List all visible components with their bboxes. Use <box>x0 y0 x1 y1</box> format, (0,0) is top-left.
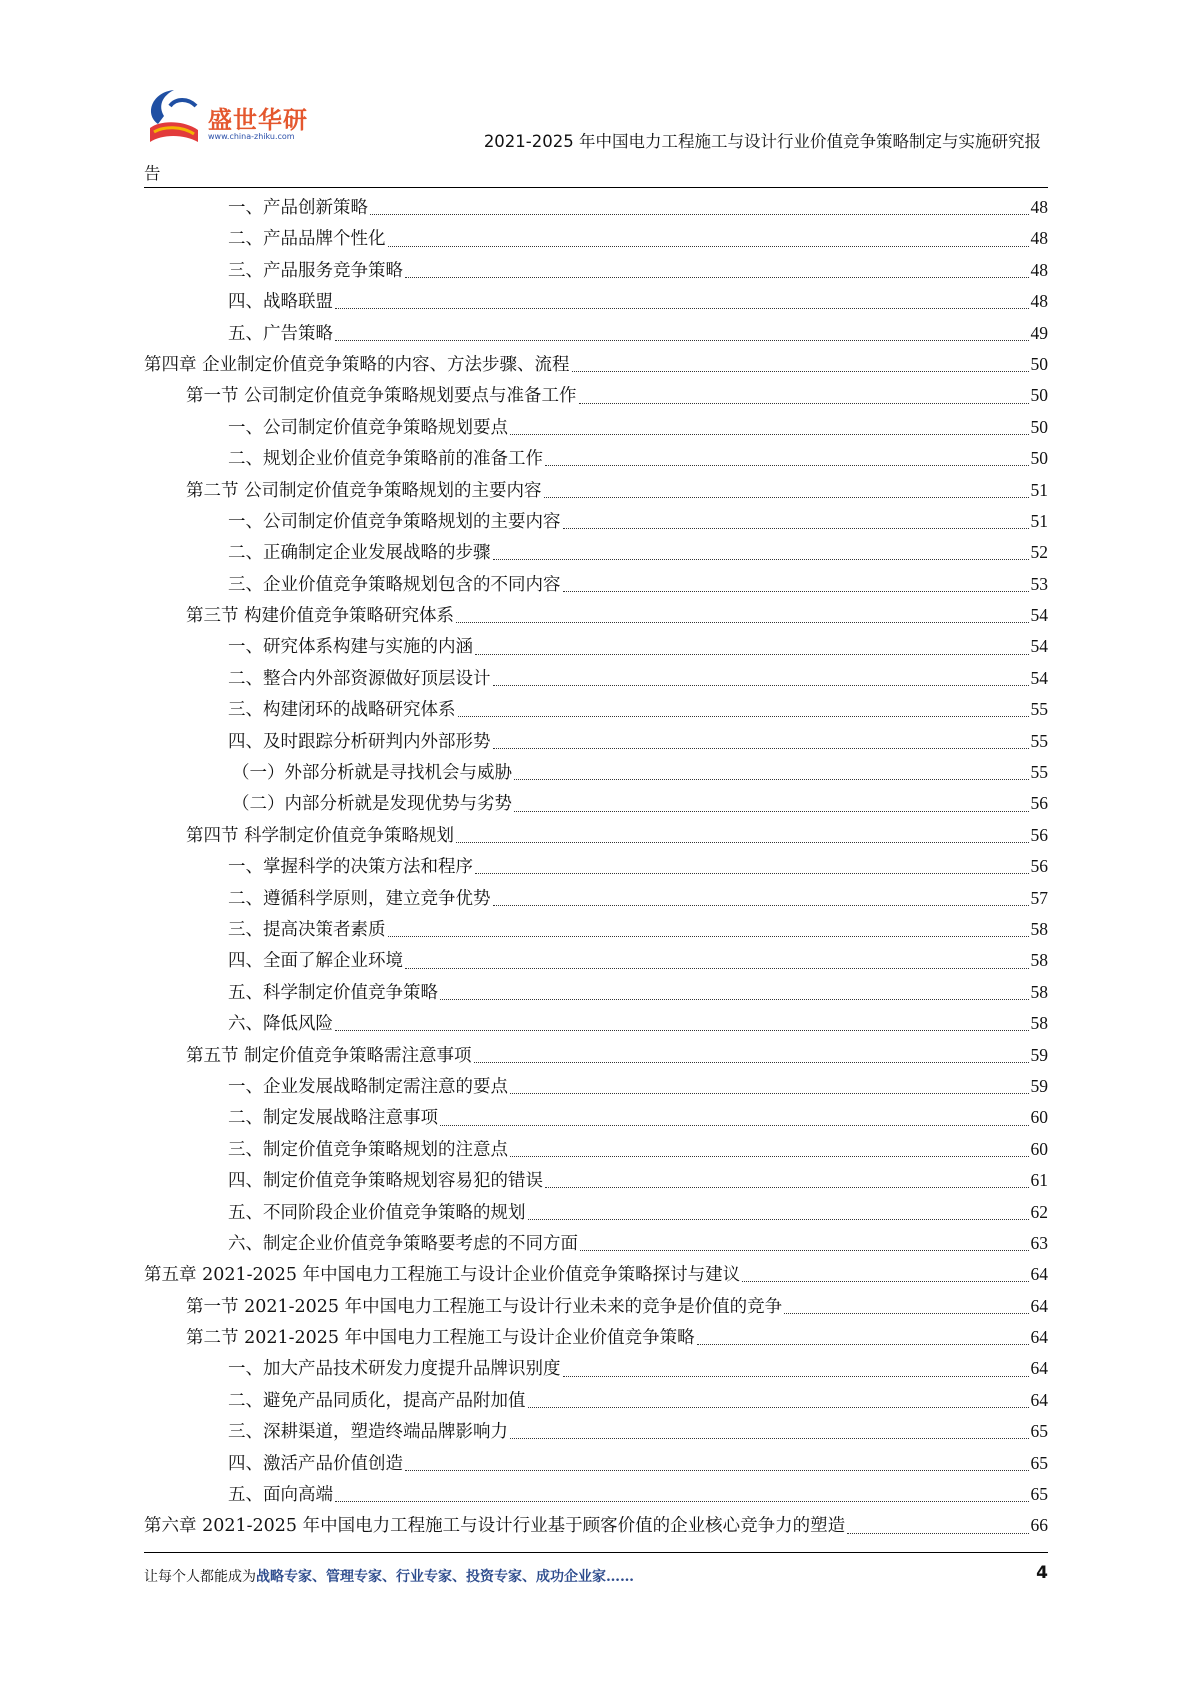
toc-entry[interactable] <box>144 349 1048 380</box>
toc-entry[interactable] <box>144 1510 1048 1541</box>
toc-entry-title: 一、公司制定价值竞争策略规划要点 <box>228 417 508 438</box>
toc-leader-dots <box>493 748 1029 749</box>
toc-leader-dots <box>493 685 1029 686</box>
toc-entry[interactable] <box>144 1102 1048 1133</box>
toc-entry-page: 56 <box>1030 824 1048 845</box>
toc-leader-dots <box>510 1438 1029 1439</box>
footer-slogan <box>144 1566 634 1586</box>
toc-entry-title: 三、产品服务竞争策略 <box>228 260 403 281</box>
toc-entry-title: 五、面向高端 <box>228 1485 333 1506</box>
toc-leader-dots <box>510 434 1029 435</box>
toc-entry-title: 一、公司制定价值竞争策略规划的主要内容 <box>228 511 561 532</box>
toc-entry-title: 二、避免产品同质化，提高产品附加值 <box>228 1390 526 1411</box>
toc-leader-dots <box>697 1344 1029 1345</box>
toc-entry-page: 64 <box>1030 1358 1048 1379</box>
toc-leader-dots <box>563 591 1029 592</box>
toc-entry-page: 48 <box>1030 291 1048 312</box>
toc-entry-title: 五、不同阶段企业价值竞争策略的规划 <box>228 1202 526 1223</box>
toc-entry-title: 二、正确制定企业发展战略的步骤 <box>228 543 491 564</box>
toc-entry-page: 50 <box>1030 353 1048 374</box>
toc-entry-page: 54 <box>1030 667 1048 688</box>
toc-entry-page: 65 <box>1030 1421 1048 1442</box>
toc-leader-dots <box>456 622 1028 623</box>
toc-entry-page: 58 <box>1030 1013 1048 1034</box>
toc-entry[interactable] <box>144 286 1048 317</box>
toc-entry-page: 65 <box>1030 1484 1048 1505</box>
toc-entry[interactable] <box>144 1071 1048 1102</box>
toc-entry-title: 三、制定价值竞争策略规划的注意点 <box>228 1139 508 1160</box>
toc-leader-dots <box>440 999 1029 1000</box>
logo-name: 盛世华研 <box>208 106 308 134</box>
toc-leader-dots <box>545 1187 1029 1188</box>
toc-leader-dots <box>514 811 1029 812</box>
toc-entry-title: 一、产品创新策略 <box>228 198 368 218</box>
toc-entry-page: 59 <box>1030 1075 1048 1096</box>
toc-leader-dots <box>493 905 1029 906</box>
toc-entry-title: 二、整合内外部资源做好顶层设计 <box>228 668 491 689</box>
toc-entry-title: （二）内部分析就是发现优势与劣势 <box>232 794 512 815</box>
toc-entry-page: 63 <box>1030 1232 1048 1253</box>
toc-leader-dots <box>405 968 1029 969</box>
toc-entry-page: 58 <box>1030 918 1048 939</box>
toc-entry-page: 54 <box>1030 636 1048 657</box>
toc-entry-title: 三、深耕渠道，塑造终端品牌影响力 <box>228 1422 508 1443</box>
toc-entry-page: 64 <box>1030 1295 1048 1316</box>
toc-leader-dots <box>742 1281 1028 1282</box>
toc-entry[interactable] <box>144 631 1048 662</box>
toc-leader-dots <box>475 654 1029 655</box>
toc-entry-title: 二、制定发展战略注意事项 <box>228 1108 438 1129</box>
toc-entry[interactable] <box>144 694 1048 725</box>
toc-entry-page: 51 <box>1030 479 1048 500</box>
toc-entry-page: 49 <box>1030 322 1048 343</box>
toc-entry-page: 64 <box>1030 1327 1048 1348</box>
toc-entry-page: 60 <box>1030 1107 1048 1128</box>
toc-leader-dots <box>388 246 1029 247</box>
toc-entry-page: 48 <box>1030 259 1048 280</box>
toc-entry[interactable] <box>144 443 1048 474</box>
footer-slogan-lead: 让每个人都能成为 <box>144 1569 256 1585</box>
toc-entry[interactable] <box>144 1259 1048 1290</box>
toc-leader-dots <box>335 1501 1029 1502</box>
toc-entry[interactable] <box>144 223 1048 254</box>
table-of-contents <box>144 192 1048 1542</box>
toc-leader-dots <box>563 1376 1029 1377</box>
toc-entry[interactable] <box>144 1008 1048 1039</box>
toc-leader-dots <box>405 1470 1029 1471</box>
toc-entry-page: 53 <box>1030 573 1048 594</box>
toc-entry-page: 56 <box>1030 856 1048 877</box>
toc-entry-page: 54 <box>1030 605 1048 626</box>
footer-slogan-highlight: 战略专家、管理专家、行业专家、投资专家、成功企业家…… <box>256 1569 634 1585</box>
toc-entry[interactable] <box>144 883 1048 914</box>
toc-leader-dots <box>456 842 1028 843</box>
toc-entry-title: 第二节 2021-2025 年中国电力工程施工与设计企业价值竞争策略 <box>186 1328 695 1349</box>
toc-entry[interactable] <box>144 506 1048 537</box>
toc-leader-dots <box>514 779 1029 780</box>
toc-leader-dots <box>335 308 1029 309</box>
toc-entry-title: （一）外部分析就是寻找机会与威胁 <box>232 763 512 784</box>
toc-leader-dots <box>335 1030 1029 1031</box>
toc-entry-page: 62 <box>1030 1201 1048 1222</box>
toc-entry[interactable] <box>144 1416 1048 1447</box>
toc-leader-dots <box>545 465 1029 466</box>
toc-entry[interactable] <box>144 977 1048 1008</box>
toc-entry-title: 第三节 构建价值竞争策略研究体系 <box>186 606 455 627</box>
toc-entry-title: 三、提高决策者素质 <box>228 919 386 940</box>
toc-entry-title: 二、规划企业价值竞争策略前的准备工作 <box>228 449 543 470</box>
toc-entry[interactable] <box>144 820 1048 851</box>
toc-entry-title: 二、产品品牌个性化 <box>228 229 386 250</box>
toc-entry[interactable] <box>144 255 1048 286</box>
toc-leader-dots <box>580 1250 1029 1251</box>
toc-entry[interactable] <box>144 1134 1048 1165</box>
toc-entry-page: 51 <box>1030 510 1048 531</box>
toc-entry[interactable] <box>144 663 1048 694</box>
toc-entry-page: 48 <box>1030 228 1048 249</box>
toc-entry-page: 66 <box>1030 1515 1048 1536</box>
toc-entry[interactable] <box>144 475 1048 506</box>
toc-leader-dots <box>572 371 1029 372</box>
toc-entry-title: 第四节 科学制定价值竞争策略规划 <box>186 825 455 846</box>
toc-entry[interactable] <box>144 945 1048 976</box>
toc-entry[interactable] <box>144 1291 1048 1322</box>
toc-leader-dots <box>493 559 1029 560</box>
toc-entry-page: 55 <box>1030 730 1048 751</box>
toc-leader-dots <box>510 1093 1029 1094</box>
toc-entry[interactable] <box>144 1322 1048 1353</box>
toc-leader-dots <box>458 716 1029 717</box>
toc-leader-dots <box>405 277 1029 278</box>
toc-entry[interactable] <box>144 318 1048 349</box>
toc-leader-dots <box>563 528 1029 529</box>
toc-entry-title: 第五节 制定价值竞争策略需注意事项 <box>186 1045 472 1066</box>
toc-leader-dots <box>544 497 1029 498</box>
toc-entry-title: 四、及时跟踪分析研判内外部形势 <box>228 731 491 752</box>
toc-leader-dots <box>784 1313 1028 1314</box>
toc-entry-title: 一、研究体系构建与实施的内涵 <box>228 637 473 658</box>
toc-entry-page: 56 <box>1030 793 1048 814</box>
toc-leader-dots <box>528 1219 1029 1220</box>
toc-entry-title: 五、科学制定价值竞争策略 <box>228 982 438 1003</box>
toc-entry[interactable] <box>144 726 1048 757</box>
document-title: 2021-2025 年中国电力工程施工与设计行业价值竞争策略制定与实施研究报 <box>483 132 1041 151</box>
toc-entry[interactable] <box>144 1353 1048 1384</box>
toc-entry-title: 六、降低风险 <box>228 1014 333 1035</box>
page-header <box>0 0 1191 200</box>
page-number: 4 <box>1036 1563 1048 1583</box>
document-title-continued: 告 <box>144 164 161 183</box>
toc-entry[interactable] <box>144 851 1048 882</box>
toc-entry-page: 52 <box>1030 542 1048 563</box>
toc-leader-dots <box>440 1125 1029 1126</box>
toc-leader-dots <box>475 873 1029 874</box>
toc-entry[interactable] <box>144 914 1048 945</box>
toc-entry[interactable] <box>144 1040 1048 1071</box>
toc-entry[interactable] <box>144 569 1048 600</box>
toc-entry[interactable] <box>144 1385 1048 1416</box>
toc-leader-dots <box>528 1407 1029 1408</box>
toc-entry-title: 第五章 2021-2025 年中国电力工程施工与设计企业价值竞争策略探讨与建议 <box>144 1265 741 1286</box>
toc-entry[interactable] <box>144 1197 1048 1228</box>
toc-entry-page: 57 <box>1030 887 1048 908</box>
toc-entry-title: 六、制定企业价值竞争策略要考虑的不同方面 <box>228 1233 578 1254</box>
toc-entry-title: 第一节 2021-2025 年中国电力工程施工与设计行业未来的竞争是价值的竞争 <box>186 1296 783 1317</box>
toc-entry-page: 55 <box>1030 699 1048 720</box>
toc-entry[interactable] <box>144 1479 1048 1510</box>
toc-entry-title: 二、遵循科学原则，建立竞争优势 <box>228 888 491 909</box>
toc-entry[interactable] <box>144 1165 1048 1196</box>
toc-entry[interactable] <box>144 537 1048 568</box>
toc-entry-title: 四、战略联盟 <box>228 292 333 313</box>
toc-entry-page: 55 <box>1030 762 1048 783</box>
toc-entry-page: 64 <box>1030 1264 1048 1285</box>
toc-entry-title: 第六章 2021-2025 年中国电力工程施工与设计行业基于顾客价值的企业核心竞争力的塑造 <box>144 1516 846 1537</box>
toc-entry-title: 一、加大产品技术研发力度提升品牌识别度 <box>228 1359 561 1380</box>
toc-entry[interactable] <box>144 600 1048 631</box>
footer-divider <box>144 1552 1048 1553</box>
toc-entry-title: 三、构建闭环的战略研究体系 <box>228 700 456 721</box>
toc-entry-page: 50 <box>1030 448 1048 469</box>
toc-leader-dots <box>510 1156 1029 1157</box>
toc-entry-title: 四、制定价值竞争策略规划容易犯的错误 <box>228 1171 543 1192</box>
toc-entry[interactable] <box>144 757 1048 788</box>
toc-entry-title: 四、全面了解企业环境 <box>228 951 403 972</box>
toc-entry-page: 50 <box>1030 416 1048 437</box>
toc-leader-dots <box>388 936 1029 937</box>
toc-entry-title: 五、广告策略 <box>228 323 333 344</box>
toc-entry-page: 48 <box>1030 197 1048 217</box>
toc-entry[interactable] <box>144 788 1048 819</box>
toc-entry[interactable] <box>144 1448 1048 1479</box>
toc-entry[interactable] <box>144 380 1048 411</box>
toc-leader-dots <box>370 214 1029 215</box>
logo-url: www.china-zhiku.com <box>208 132 295 141</box>
toc-entry-title: 四、激活产品价值创造 <box>228 1453 403 1474</box>
toc-leader-dots <box>335 340 1029 341</box>
toc-entry-page: 58 <box>1030 950 1048 971</box>
header-divider <box>144 187 1048 188</box>
toc-entry-page: 64 <box>1030 1389 1048 1410</box>
toc-entry-title: 第二节 公司制定价值竞争策略规划的主要内容 <box>186 480 542 501</box>
toc-entry-title: 三、企业价值竞争策略规划包含的不同内容 <box>228 574 561 595</box>
toc-leader-dots <box>474 1062 1029 1063</box>
toc-entry-page: 58 <box>1030 981 1048 1002</box>
toc-entry-title: 一、企业发展战略制定需注意的要点 <box>228 1076 508 1097</box>
toc-entry-title: 一、掌握科学的决策方法和程序 <box>228 857 473 878</box>
toc-entry[interactable] <box>144 1228 1048 1259</box>
toc-entry-title: 第一节 公司制定价值竞争策略规划要点与准备工作 <box>186 386 577 407</box>
toc-entry-page: 61 <box>1030 1170 1048 1191</box>
toc-entry[interactable] <box>144 192 1048 223</box>
toc-entry-page: 59 <box>1030 1044 1048 1065</box>
toc-entry-page: 60 <box>1030 1138 1048 1159</box>
toc-entry-page: 65 <box>1030 1452 1048 1473</box>
toc-entry[interactable] <box>144 412 1048 443</box>
toc-entry-title: 第四章 企业制定价值竞争策略的内容、方法步骤、流程 <box>144 354 570 375</box>
toc-leader-dots <box>847 1533 1028 1534</box>
toc-entry-page: 50 <box>1030 385 1048 406</box>
toc-leader-dots <box>579 403 1029 404</box>
